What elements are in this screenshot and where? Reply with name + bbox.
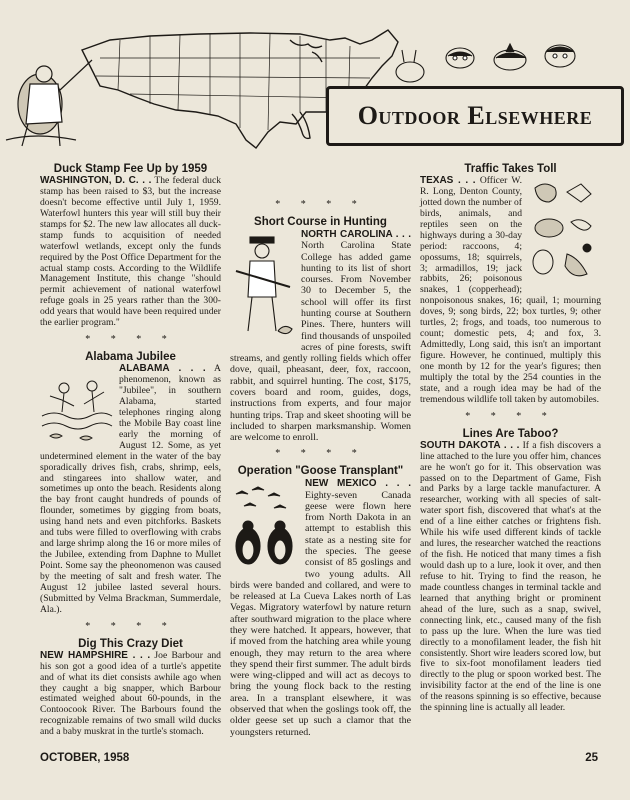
article-lines-taboo <box>420 427 601 714</box>
article-crazy-diet <box>40 637 221 739</box>
article-body <box>40 176 221 329</box>
roadkill-illustration <box>527 178 601 288</box>
article-traffic-toll <box>420 162 601 406</box>
article-dateline: ALABAMA . . . <box>119 363 206 375</box>
section-divider: * * * * <box>85 620 176 632</box>
raccoon-icon <box>446 48 474 68</box>
article-headline: Short Course in Hunting <box>254 216 387 228</box>
article-duck-stamp <box>40 162 221 329</box>
article-text: Joe Barbour and his son got a good idea of a turtle's appetite and of what its diet consists awhile ago when they caught a big snapper, which Barbour estimated weighed about 60-pounds, in the Contoocook River. The Barbours found the recognizable remains of two small wild ducks and a baby muskrat in the turtle's stomach. <box>40 649 221 738</box>
article-dateline: NORTH CAROLINA . . . <box>301 229 411 240</box>
page-title-text: Outdoor Elsewhere <box>357 101 593 130</box>
article-text: The federal duck stamp has been raised to $3, but the increase doesn't become effective until July 1, 1959. Waterfowl hunters this year will still buy their stamps for $2. The new law allocates all duck-stamp funds to acquisition of needed waterfowl wetlands, except only the funds required by the Post Office Department for the actual stamp costs. According to the Wildlife Management Institute, this change "should permit achievement of national waterfowl refuge goals in 25 years rather than the 300-odd years that would have been required under the earlier program." <box>40 175 221 329</box>
article-headline: Duck Stamp Fee Up by 1959 <box>53 163 208 175</box>
column-right <box>420 162 601 714</box>
rabbit-icon <box>396 50 424 82</box>
beaver-icon <box>545 45 575 67</box>
article-text: Eighty-seven Canada geese were flown here from North Dakota in an attempt to establish this state as a nesting site for the species. The geese consist of 85 goslings and two young adults. All birds were banded and collared, and were to be released at La Cueva Lakes north of Las Vegas. Migratory waterfowl by nature return after southward migration to the place where they were hatched. It appears, however, that if moved from the hatching area while young enough, they may return to the area where they spend their first summer. The adult birds were wing-clipped and will act as decoys to bring the young flock back to the resting area. In a transplant elsewhere, it was observed that when the goslings took off, the older geese set up such a clamor that the youngsters returned. <box>230 489 411 738</box>
article-goose-transplant <box>230 464 411 737</box>
article-headline: Traffic Takes Toll <box>464 163 557 175</box>
article-short-course <box>230 215 411 443</box>
article-headline: Lines Are Taboo? <box>462 427 559 440</box>
article-dateline: NEW MEXICO . . . <box>305 478 411 490</box>
article-body <box>40 651 221 739</box>
article-headline: Dig This Crazy Diet <box>78 637 183 650</box>
issue-date: OCTOBER, 1958 <box>40 752 130 764</box>
article-dateline: TEXAS . . . <box>420 175 476 186</box>
section-divider: * * * * <box>275 199 366 210</box>
fisherman-icon <box>6 60 92 146</box>
section-divider: * * * * <box>275 448 366 460</box>
column-left <box>40 162 221 738</box>
column-middle <box>230 162 411 738</box>
article-dateline: WASHINGTON, D. C. . . <box>40 175 152 186</box>
skunk-icon <box>494 44 526 70</box>
section-divider: * * * * <box>85 334 176 346</box>
page-title <box>326 86 624 146</box>
article-text: North Carolina State College has added game hunting to its list of short courses. From November 30 to December 5, the school will offer its first hunting course at Southern Pines. There, hunters will find thousands of unspoiled acres of pine forests, swift streams, and gently rolling fields which offer dove, quail, pheasant, deer, fox, raccoon, rabbit, and squirrel hunting. The cost, $175, covers board and room, guides, dogs, instructions from experts, and four major hunting trips. Trap and skeet shooting will be included to sharpen marksmanship. Women are welcome to enroll. <box>230 240 411 444</box>
article-headline: Alabama Jubilee <box>85 351 176 364</box>
article-dateline: SOUTH DAKOTA . . . <box>420 439 520 451</box>
section-divider: * * * * <box>465 410 556 422</box>
hunter-illustration <box>230 231 296 341</box>
article-headline: Operation "Goose Transplant" <box>237 465 404 478</box>
page-number: 25 <box>585 752 598 764</box>
article-text: Officer W. R. Long, Denton County, jotted down the number of birds, animals, and reptiles seen on the highways during a 30-day period: raccoons, 4; opossums, 18; squirrels, 3; armadillos, 19; jack rabbits, 26; poisonous snakes, 1 (copperhead); nonpoisonous snakes, 16; quail, 1; mourning doves, 9; song birds, 22; box turtles, 9; other turtles, 2; frogs, and toads, too numerous to count; domestic pets, 4; and fox, 3. Admittedly, Long said, this isn't an important figure. However, he continued, multiply this one month by 12 for the year's figures; then multiply the total by the 254 counties in the state, and a rough idea may be had of the tremendous wildlife toll taken by automobiles. <box>420 175 601 405</box>
article-text: If a fish discovers a line attached to the lure you offer him, chances are he won't go for it. This observation was passed on to the Department of Game, Fish and Parks by a large tackle manufacturer. A researcher, working with all species of salt-water sport fish, discovered that what's at the end of a line either catches or frightens fish. While his wife used different kinds of tackle and lures, the researcher watched the reactions of the fish. He noticed that many times a fish would dash up to a lure, look it over, and then refuse to hit. Trying to find the reason, he made countless changes in terminal tackle and learned that anything bright or prominent ahead of the lure, such as a snap, swivel, connecting link, etc., caused many of the fish to pass up the lure. When the lure was tied directly to a monofilament leader, the fish hit consistently. Short wire leaders scored low, but five to six-foot monofilament leaders tied directly to the plug or spoon worked best. The invisibility factor at the end of the line is one of the reasons spinning is so effective, because the spinning line is actually all leader. <box>420 439 602 714</box>
geese-illustration <box>230 480 300 572</box>
article-body <box>420 441 601 714</box>
article-text: A phenomenon, known as "Jubilee", in southern Alabama, started telephones ringing along the Mobile Bay coast line early the morning of August 12. Some, as yet undetermined element in the water of the bay sporadically drives fish, crabs, shrimp, eels, and stingarees into shallow water, and sometimes up onto the beach. Residents along the bay front caught hundreds of pounds of flounder, sometimes by gigging from boats, using hand nets and even pitchforks. Baskets and tubs were filled to overflowing with crabs and large shrimp along the 16 or more miles of the Jubilee, extending from Daphne to Mullet Point. Some say the pheonomenon was caused by the meeting of salt and fresh water. The August 12 jubilee lasted several hours. (Submitted by Velma Brackman, Summerdale, Ala.). <box>40 363 221 615</box>
article-dateline: NEW HAMPSHIRE . . . <box>40 649 151 661</box>
article-alabama-jubilee <box>40 350 221 616</box>
jubilee-illustration <box>40 366 114 448</box>
